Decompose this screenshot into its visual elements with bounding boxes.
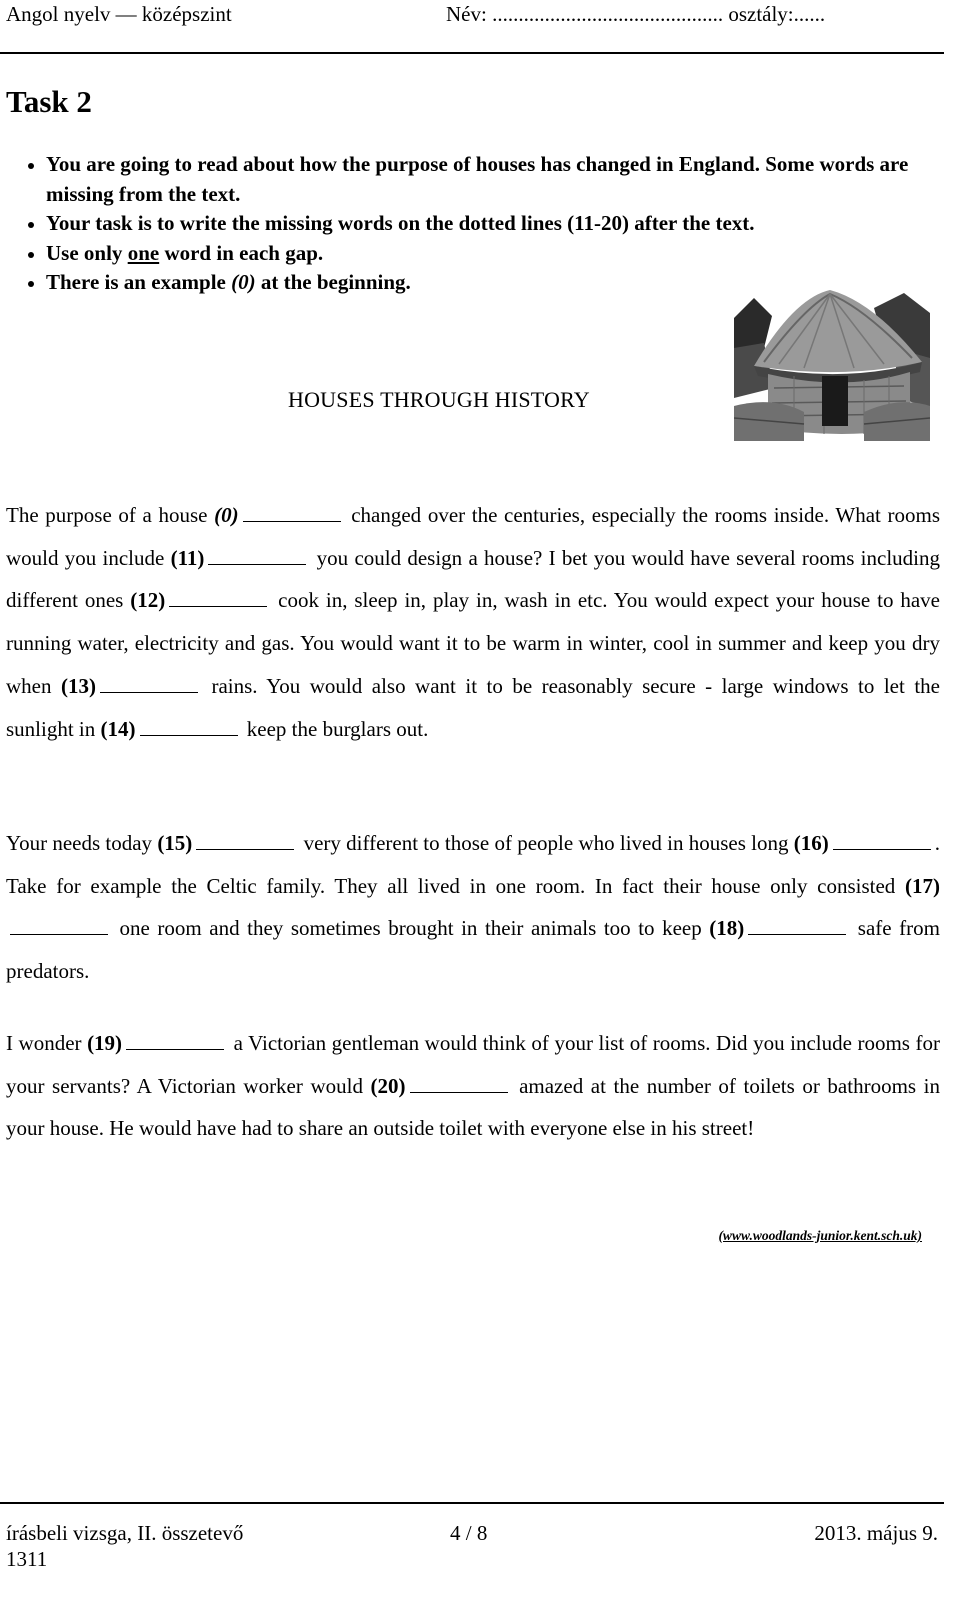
instruction-item: • There is an example (0) at the beginning. <box>46 268 946 298</box>
page-number: 4 / 8 <box>450 1521 488 1545</box>
gap-label: (17) <box>905 873 940 898</box>
footer-date: 2013. május 9. <box>814 1521 938 1545</box>
gap-label: (18) <box>709 916 745 941</box>
article-title: HOUSES THROUGH HISTORY <box>288 387 590 412</box>
gap-label: (13) <box>60 673 96 698</box>
gap-blank <box>169 605 267 607</box>
gap-blank <box>100 691 198 693</box>
gap-blank <box>140 734 238 736</box>
header-name-class-field: Név: ............................................ osztály:...... <box>446 2 826 26</box>
underlined-word: one <box>127 240 160 265</box>
instruction-item: • Use only one word in each gap. <box>46 239 946 269</box>
instruction-item: • You are going to read about how the purpose of houses has changed in England. Some words are missing from the text. <box>46 150 946 209</box>
gap-blank <box>208 563 306 565</box>
gap-blank <box>243 520 341 522</box>
gap-blank <box>126 1048 224 1050</box>
task-title: Task 2 <box>6 84 92 119</box>
gap-label: (19) <box>87 1031 123 1055</box>
gap-label: (12) <box>130 588 166 613</box>
gap-blank <box>196 848 294 850</box>
header-subject: Angol nyelv — középszint <box>6 2 232 26</box>
footer-exam-part: írásbeli vizsga, II. összetevő <box>6 1521 244 1545</box>
gap-label: (11) <box>170 545 205 570</box>
instruction-list <box>20 150 946 298</box>
gap-label: (16) <box>793 831 829 855</box>
article-paragraph: I wonder (19) a Victorian gentleman would think of your list of rooms. Did you include rooms for your servants? A Victorian worker would (20) amazed at the number of toilets or bathrooms in your house. He would have had to share an outside toilet with everyone else in his street! <box>6 1031 940 1141</box>
gap-label: (0) <box>214 503 239 527</box>
source-citation: (www.woodlands-junior.kent.sch.uk) <box>718 1228 922 1243</box>
footer-divider <box>0 1502 944 1504</box>
gap-blank <box>10 933 108 935</box>
gap-blank <box>410 1091 508 1093</box>
gap-label: (15) <box>157 831 193 855</box>
gap-label: (20) <box>370 1073 406 1098</box>
thatched-hut-image <box>734 288 930 441</box>
article-paragraph: The purpose of a house (0) changed over the centuries, especially the rooms inside. What rooms would you include (11) you could design a house? I bet you would have several rooms including different ones (12) cook in, sleep in, play in, wash in etc. You would expect your house to have running water, electricity and gas. You would want it to be warm in winter, cool in summer and keep you dry when (13) rains. You would also want it to be reasonably secure - large windows to let the sunlight in (14) keep the burglars out. <box>6 503 940 741</box>
article-paragraph: Your needs today (15) very different to those of people who lived in houses long (16) . Take for example the Celtic family. They all lived in one room. In fact their house only consisted (17) one room and they sometimes brought in their animals too to keep (18) safe from predators. <box>6 831 940 984</box>
gap-blank <box>833 848 931 850</box>
instruction-item: • Your task is to write the missing words on the dotted lines (11-20) after the text. <box>46 209 946 239</box>
gap-label: (14) <box>100 716 136 741</box>
gap-blank <box>748 933 846 935</box>
page-header <box>0 0 944 54</box>
footer-code: 1311 <box>6 1547 48 1571</box>
